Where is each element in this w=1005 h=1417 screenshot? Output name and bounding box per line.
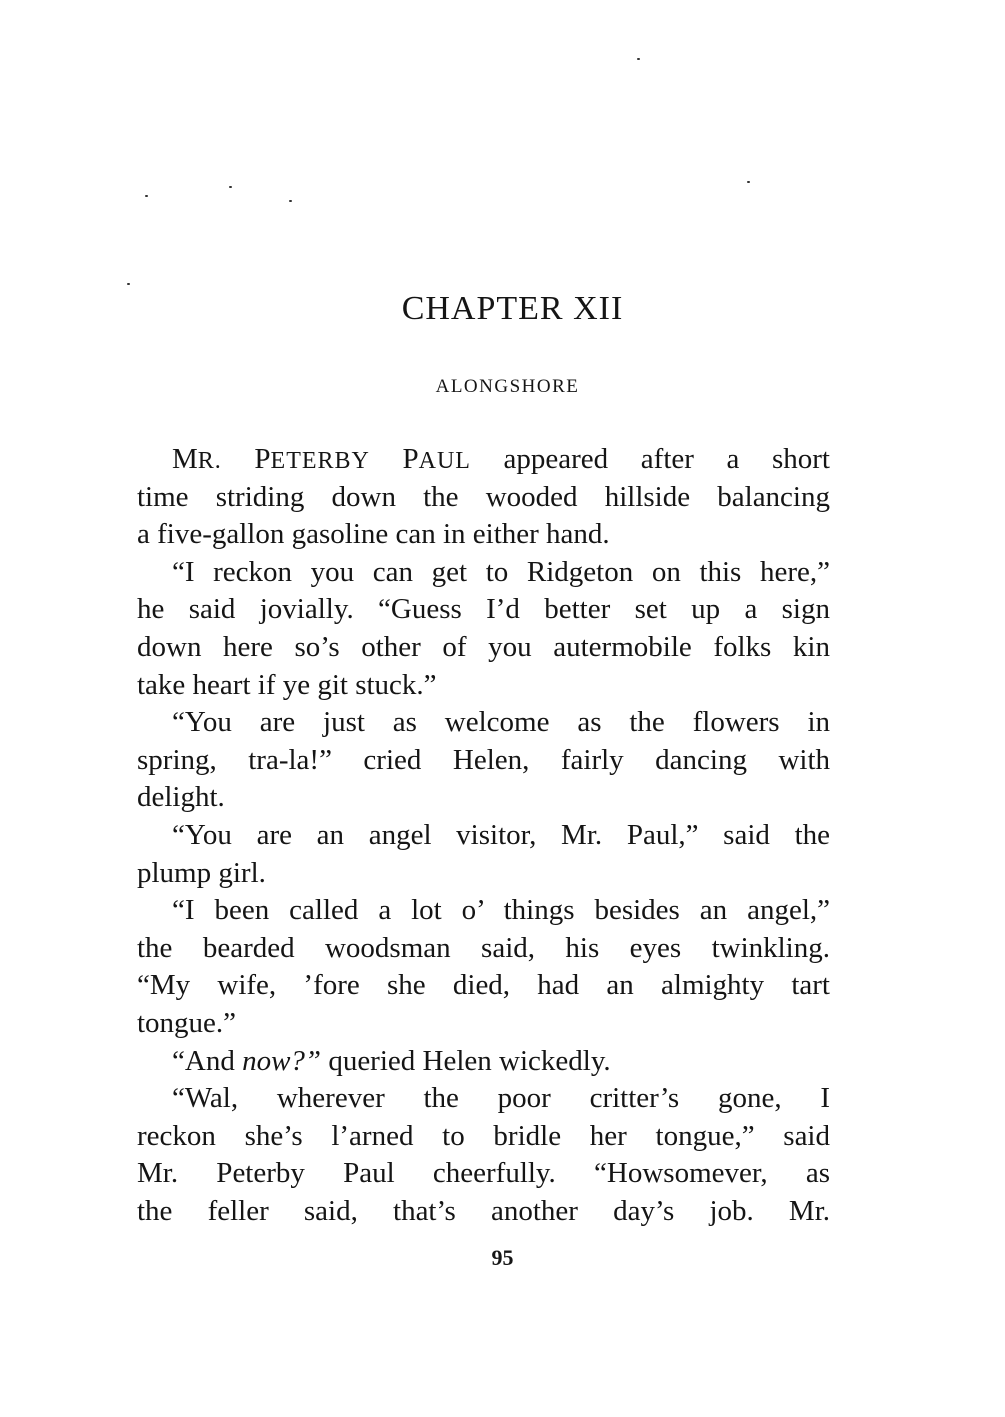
text-line: MR. PETERBY PAUL appeared after a short xyxy=(172,443,830,475)
text-line: “You are just as welcome as the flowers in xyxy=(172,706,830,739)
page-number: 95 xyxy=(491,1245,514,1270)
text-line: tongue.” xyxy=(137,1006,237,1039)
text-line: “I been called a lot o’ things besides an angel,” xyxy=(172,894,830,927)
scan-speck xyxy=(127,283,130,285)
scan-speck xyxy=(229,186,232,188)
scan-speck xyxy=(289,200,292,202)
chapter-subtitle: ALONGSHORE xyxy=(435,376,580,397)
scan-speck xyxy=(747,181,750,183)
text-line: “I reckon you can get to Ridgeton on this here,” xyxy=(172,555,830,588)
body-text xyxy=(137,441,830,1230)
text-line: reckon she’s l’arned to bridle her tongue,” said xyxy=(137,1119,830,1152)
text-line: delight. xyxy=(137,781,225,814)
text-line: Mr. Peterby Paul cheerfully. “Howsomever, as xyxy=(137,1157,830,1190)
scan-speck xyxy=(637,58,640,60)
text-line: a five-gallon gasoline can in either hand. xyxy=(137,518,610,551)
text-line: “And now?” queried Helen wickedly. xyxy=(172,1044,611,1077)
text-line: spring, tra-la!” cried Helen, fairly dancing with xyxy=(137,743,830,776)
text-line: “You are an angel visitor, Mr. Paul,” said the xyxy=(172,818,830,851)
text-line: the feller said, that’s another day’s job. Mr. xyxy=(137,1194,830,1227)
text-line: down here so’s other of you autermobile folks kin xyxy=(137,630,830,663)
text-line: time striding down the wooded hillside balancing xyxy=(137,480,830,513)
text-line: “Wal, wherever the poor critter’s gone, I xyxy=(172,1082,830,1115)
chapter-title: CHAPTER XII xyxy=(401,290,624,327)
text-line: take heart if ye git stuck.” xyxy=(137,668,437,701)
text-line: the bearded woodsman said, his eyes twinkling. xyxy=(137,931,830,964)
text-line: “My wife, ’fore she died, had an almighty tart xyxy=(137,969,830,1002)
text-line: plump girl. xyxy=(137,856,266,889)
scan-speck xyxy=(145,195,148,197)
text-line: he said jovially. “Guess I’d better set up a sign xyxy=(137,593,830,626)
